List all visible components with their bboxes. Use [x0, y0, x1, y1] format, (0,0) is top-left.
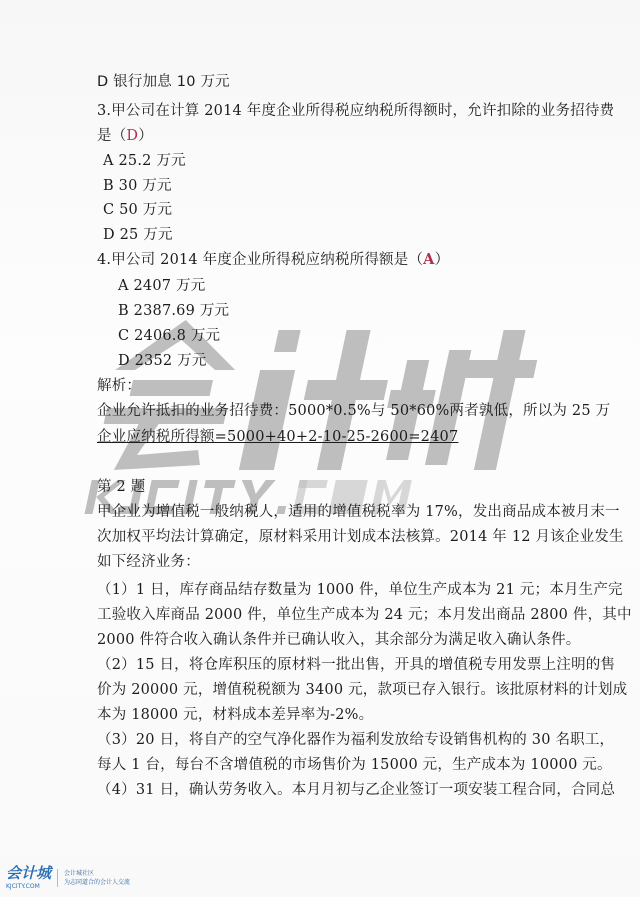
para-line: 本为 18000 元，材料成本差异率为-2%。	[97, 707, 374, 723]
footer-logo	[6, 864, 51, 891]
q3-option-d: D 25 万元	[103, 227, 173, 243]
para-line: 2000 件符合收入确认条件并已确认收入，其余部分为满足收入确认条件。	[97, 632, 581, 648]
section-title: 第 2 题	[97, 479, 146, 495]
para-line: 每人 1 台，每台不含增值税的市场售价为 15000 元，生产成本为 10000 元。	[97, 757, 612, 773]
q3-option-c: C 50 万元	[103, 202, 173, 218]
footer-logo-text: 会计城	[6, 864, 52, 882]
q3-prefix: 是（	[97, 128, 127, 144]
para-line: 甲企业为增值税一般纳税人，适用的增值税税率为 17%，发出商品成本被月末一	[97, 504, 620, 520]
q4-text	[97, 251, 449, 269]
q3-suffix: ）	[138, 128, 153, 144]
analysis-line1: 企业允许抵扣的业务招待费：5000*0.5%与 50*60%两者孰低，所以为 25 万	[97, 403, 611, 419]
q3-text-line1: 3.甲公司在计算 2014 年度企业所得税应纳税所得额时，允许扣除的业务招待费	[97, 103, 615, 119]
q3-text-line2	[97, 127, 153, 145]
footer-title: 会计城社区	[64, 869, 95, 877]
para-line: （2）15 日，将仓库积压的原材料一批出售，开具的增值税专用发票上注明的售	[97, 657, 616, 673]
para-line: 价为 20000 元，增值税税额为 3400 元，款项已存入银行。该批原材料的计划成	[97, 682, 628, 698]
q3-option-b: B 30 万元	[103, 178, 172, 194]
q4-prefix: 4.甲公司 2014 年度企业所得税应纳税所得额是（	[97, 252, 424, 268]
q2-option-d: D 银行加息 10 万元	[97, 74, 230, 90]
q3-answer: D	[126, 128, 139, 144]
para-line: （1）1 日，库存商品结存数量为 1000 件，单位生产成本为 21 元；本月生产完	[97, 582, 623, 598]
q4-option-d: D 2352 万元	[118, 353, 207, 369]
q4-option-c: C 2406.8 万元	[118, 328, 221, 344]
q4-answer: A	[423, 251, 435, 268]
footer-divider	[57, 869, 58, 887]
footer-slogan: 为志同道合的会计人交流	[64, 878, 131, 886]
q3-option-a: A 25.2 万元	[103, 153, 186, 169]
para-line: 次加权平均法计算确定，原材料采用计划成本法核算。2014 年 12 月该企业发生	[97, 529, 624, 545]
footer-text	[64, 869, 130, 887]
para-line: （3）20 日，将自产的空气净化器作为福利发放给专设销售机构的 30 名职工，	[97, 732, 615, 748]
para-line: 工验收入库商品 2000 件，单位生产成本为 24 元；本月发出商品 2800 件，其中	[97, 607, 632, 623]
analysis-label: 解析：	[97, 378, 142, 394]
q4-option-a: A 2407 万元	[118, 278, 206, 294]
q4-suffix: ）	[434, 252, 450, 268]
para-line: （4）31 日，确认劳务收入。本月月初与乙企业签订一项安装工程合同，合同总	[97, 782, 616, 798]
analysis-line2: 企业应纳税所得额=5000+40+2-10-25-2600=2407	[97, 429, 459, 445]
footer-brand	[6, 864, 130, 891]
footer-logo-sub: KJCITY.COM	[6, 883, 40, 890]
para-line: 如下经济业务：	[97, 554, 200, 570]
q4-option-b: B 2387.69 万元	[118, 303, 230, 319]
